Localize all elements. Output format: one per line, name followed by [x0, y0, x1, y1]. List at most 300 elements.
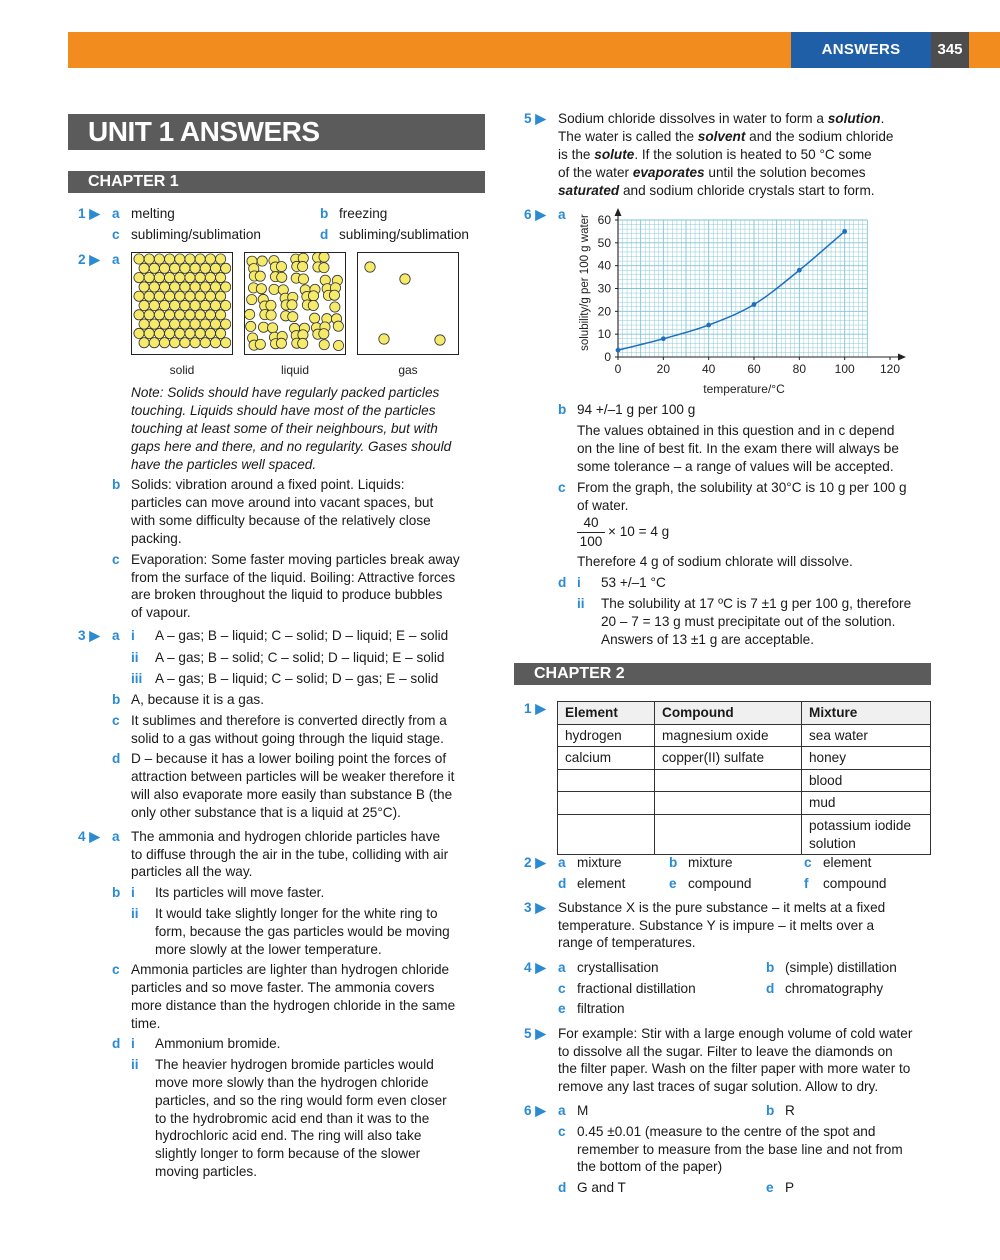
particle — [287, 300, 297, 310]
q5-line: is the solute. If the solution is heated to 50 °C some — [558, 147, 872, 162]
q2-letter-b: b — [112, 477, 121, 492]
ch2-q5-number: 5 ▶ — [524, 1026, 546, 1041]
q4-c-line: time. — [131, 1016, 161, 1031]
solid-particles-diagram — [131, 252, 233, 355]
q4-d-ii-line: The heavier hydrogen bromide particles would — [155, 1057, 434, 1072]
particle — [216, 273, 226, 283]
q5-line: Sodium chloride dissolves in water to form a solution. — [558, 111, 885, 126]
x-axis-arrow — [898, 354, 906, 361]
q3-roman-iii: iii — [131, 671, 143, 686]
table-cell: hydrogen — [558, 724, 655, 747]
particle — [276, 338, 286, 348]
data-point — [661, 336, 666, 341]
q6-roman-ii: ii — [577, 596, 585, 611]
chapter2-title: CHAPTER 2 — [514, 663, 931, 685]
particle — [277, 272, 287, 282]
q6-letter-d: d — [558, 575, 567, 590]
x-tick-label: 120 — [879, 362, 901, 376]
q4-b-ii-line: It would take slightly longer for the white ring to — [155, 906, 438, 921]
particle — [221, 263, 231, 273]
y-tick-label: 60 — [597, 213, 611, 227]
q1-letter-a: a — [112, 206, 120, 221]
table-cell: honey — [802, 747, 931, 770]
fraction-denominator: 100 — [579, 533, 603, 549]
q3-d-line: attraction between particles will be weaker therefore it — [131, 769, 455, 784]
q3-a-i: A – gas; B – liquid; C – solid; D – liquid; E – solid — [155, 628, 449, 643]
particle — [200, 338, 210, 348]
liquid-particles — [245, 253, 344, 353]
q1-answer-b: freezing — [339, 206, 388, 221]
ch2-q2-f: compound — [823, 876, 887, 891]
q4-a-line: to diffuse through the air in the tube, colliding with air — [131, 847, 449, 862]
header-mixture: Mixture — [802, 702, 931, 725]
particle — [200, 319, 210, 329]
q2-c-line: from the surface of the liquid. Boiling: Attractive forces — [131, 570, 456, 585]
q6-c-line: of water. — [577, 498, 629, 513]
q2-note-line: have the particles well spaced. — [131, 457, 317, 472]
particle — [190, 338, 200, 348]
ch2-q4-letter-d: d — [766, 981, 775, 996]
q5-number: 5 ▶ — [524, 111, 546, 126]
particle — [170, 282, 180, 292]
ch2-q6-letter-c: c — [558, 1124, 566, 1139]
particle — [288, 312, 298, 322]
particle — [134, 291, 144, 301]
q6-b-note-line: some tolerance – a range of values will be accepted. — [577, 459, 894, 474]
q2-note-line: touching. Liquids should have most of the particles — [131, 403, 436, 418]
q2-c-line: Evaporation: Some faster moving particles break away — [131, 552, 460, 567]
q6-b-note-line: The values obtained in this question and in c depend — [577, 423, 895, 438]
particle — [365, 262, 375, 272]
table-row — [558, 769, 931, 792]
particle — [134, 310, 144, 320]
q4-roman-ii: ii — [131, 906, 139, 921]
q2-note-line: touching at least some of their neighbours, but with — [131, 421, 438, 436]
particle — [330, 302, 340, 312]
particle — [139, 338, 149, 348]
particle — [195, 328, 205, 338]
particle — [139, 300, 149, 310]
table-row — [558, 792, 931, 815]
y-tick-label: 50 — [597, 235, 611, 250]
q6-d-i: 53 +/–1 °C — [601, 575, 666, 590]
q2-number: 2 ▶ — [78, 252, 100, 267]
q4-letter-d: d — [112, 1036, 121, 1051]
particle — [190, 300, 200, 310]
particle — [165, 328, 175, 338]
particle — [195, 310, 205, 320]
particle — [329, 290, 339, 300]
q2-note-line: Note: Solids should have regularly packed particles — [131, 385, 440, 400]
particle — [205, 310, 215, 320]
particle — [210, 319, 220, 329]
ch2-q5-line: remove any last traces of sugar solution. Allow to dry. — [558, 1079, 879, 1094]
particle — [195, 273, 205, 283]
particle — [159, 300, 169, 310]
caption-liquid: liquid — [280, 363, 310, 377]
y-tick-label: 30 — [597, 281, 611, 296]
particle — [185, 328, 195, 338]
q4-letter-b: b — [112, 885, 121, 900]
particle — [185, 273, 195, 283]
q4-d-ii-line: hydrochloric acid end. The ring will also take — [155, 1128, 422, 1143]
particle — [435, 335, 445, 345]
particle — [165, 310, 175, 320]
particle — [205, 273, 215, 283]
ch2-q3-line: Substance X is the pure substance – it melts at a fixed — [558, 900, 886, 915]
ch2-q4-c: fractional distillation — [577, 981, 696, 996]
particle — [298, 274, 308, 284]
q6-c-conclusion: Therefore 4 g of sodium chlorate will dissolve. — [577, 554, 853, 569]
table-cell — [558, 792, 655, 815]
particle — [216, 291, 226, 301]
q4-a-line: The ammonia and hydrogen chloride particles have — [131, 829, 441, 844]
data-point — [706, 323, 711, 328]
particle — [205, 291, 215, 301]
q1-number: 1 ▶ — [78, 206, 100, 221]
particle — [298, 338, 308, 348]
ch2-q6-letter-e: e — [766, 1180, 774, 1195]
x-tick-label: 60 — [747, 362, 761, 376]
particle — [247, 294, 257, 304]
particle — [134, 254, 144, 264]
fraction — [577, 514, 605, 550]
particle — [154, 273, 164, 283]
particle — [216, 254, 226, 264]
q6-d-ii-line: Answers of 13 ±1 g are acceptable. — [601, 632, 814, 647]
ch2-q2-letter-c: c — [804, 855, 812, 870]
table-cell — [558, 814, 655, 854]
particle — [139, 263, 149, 273]
q3-letter-b: b — [112, 692, 121, 707]
data-point — [842, 229, 847, 234]
q2-c-line: of vapour. — [131, 605, 191, 620]
table-cell: sea water — [802, 724, 931, 747]
q2-b-line: with some difficulty because of the relatively close — [131, 513, 431, 528]
particle — [205, 254, 215, 264]
q4-roman-i: i — [131, 1036, 135, 1051]
table-cell: blood — [802, 769, 931, 792]
q4-d-ii-line: particles, and so the ring would form even closer — [155, 1093, 447, 1108]
solid-particles — [132, 253, 231, 353]
particle — [149, 300, 159, 310]
particle — [185, 254, 195, 264]
x-tick-label: 0 — [614, 362, 622, 376]
particle — [180, 282, 190, 292]
particle — [175, 254, 185, 264]
ch2-q3-line: temperature. Substance Y is impure – it melts over a — [558, 918, 875, 933]
q3-roman-ii: ii — [131, 650, 139, 665]
particle — [245, 309, 255, 319]
ch2-q5-line: to dissolve all the sugar. Filter to leave the diamonds on — [558, 1044, 893, 1059]
x-tick-label: 20 — [656, 362, 671, 376]
q4-b-ii-line: more slowly at the lower temperature. — [155, 942, 382, 957]
q1-answer-d: subliming/sublimation — [339, 227, 469, 242]
ch2-q6-d: G and T — [577, 1180, 626, 1195]
q5-line: The water is called the solvent and the sodium chloride — [558, 129, 894, 144]
x-tick-label: 40 — [701, 362, 716, 376]
particle — [175, 273, 185, 283]
particle — [190, 319, 200, 329]
ch2-q3-line: range of temperatures. — [558, 935, 696, 950]
solubility-chart — [570, 200, 920, 400]
particle — [185, 310, 195, 320]
particle — [190, 282, 200, 292]
ch2-q6-letter-b: b — [766, 1103, 775, 1118]
chapter1-title: CHAPTER 1 — [68, 171, 485, 193]
particle — [221, 319, 231, 329]
particle — [149, 282, 159, 292]
particle — [190, 263, 200, 273]
table-row — [558, 814, 931, 854]
q5-line: saturated and sodium chloride crystals start to form. — [558, 183, 875, 198]
ch2-q2-letter-a: a — [558, 855, 566, 870]
table-header-row — [558, 702, 931, 725]
ch2-q3-number: 3 ▶ — [524, 900, 546, 915]
table-cell — [655, 792, 802, 815]
particle — [180, 338, 190, 348]
q3-letter-d: d — [112, 751, 121, 766]
q6-number: 6 ▶ — [524, 207, 546, 222]
ch2-q2-letter-e: e — [669, 876, 677, 891]
ch2-q6-e: P — [785, 1180, 795, 1195]
term-evaporates: evaporates — [632, 165, 705, 180]
particle — [185, 291, 195, 301]
particle — [400, 274, 410, 284]
section-label: ANSWERS — [791, 32, 931, 68]
particle — [319, 253, 329, 262]
particle — [165, 254, 175, 264]
q4-roman-i: i — [131, 885, 135, 900]
particle — [175, 310, 185, 320]
particle — [210, 263, 220, 273]
particle — [216, 328, 226, 338]
liquid-particles-diagram — [244, 252, 346, 355]
particle — [170, 263, 180, 273]
data-point — [616, 348, 621, 353]
q4-d-ii-line: moving particles. — [155, 1164, 257, 1179]
particle — [266, 310, 276, 320]
q4-letter-c: c — [112, 962, 120, 977]
ch2-q6-c-line: remember to measure from the base line and not from — [577, 1142, 903, 1157]
ch2-q6-letter-d: d — [558, 1180, 567, 1195]
ch2-q6-c-line: the bottom of the paper) — [577, 1159, 723, 1174]
particle — [154, 328, 164, 338]
q2-b-line: Solids: vibration around a fixed point. Liquids: — [131, 477, 405, 492]
particle — [144, 291, 154, 301]
table-cell — [558, 769, 655, 792]
term-solution: solution — [827, 111, 881, 126]
q4-letter-a: a — [112, 829, 120, 844]
particle — [210, 300, 220, 310]
header-element: Element — [558, 702, 655, 725]
q1-letter-d: d — [320, 227, 329, 242]
ch2-q2-b: mixture — [688, 855, 733, 870]
particle — [154, 310, 164, 320]
data-point — [797, 268, 802, 273]
particle — [333, 340, 343, 350]
ch2-q6-a: M — [577, 1103, 589, 1118]
q5-line: of the water evaporates until the solution becomes — [558, 165, 866, 180]
q3-b: A, because it is a gas. — [131, 692, 264, 707]
ch2-q4-d: chromatography — [785, 981, 884, 996]
ch2-q2-number: 2 ▶ — [524, 855, 546, 870]
header-compound: Compound — [655, 702, 802, 725]
particle — [149, 319, 159, 329]
particle — [216, 310, 226, 320]
q4-roman-ii: ii — [131, 1057, 139, 1072]
particle — [276, 261, 286, 271]
particle — [319, 329, 329, 339]
particle — [379, 334, 389, 344]
q6-b: 94 +/–1 g per 100 g — [577, 402, 696, 417]
y-tick-label: 10 — [597, 327, 611, 342]
q2-letter-a: a — [112, 252, 120, 267]
q3-d-line: D – because it has a lower boiling point the forces of — [131, 751, 447, 766]
chart-y-label: solubility/g per 100 g water — [579, 214, 591, 351]
table-cell — [655, 769, 802, 792]
particle — [266, 300, 276, 310]
q3-d-line: will also evaporate more easily than substance B (the — [131, 787, 453, 802]
q4-b-i: Its particles will move faster. — [155, 885, 325, 900]
particle — [319, 340, 329, 350]
particle — [165, 291, 175, 301]
particle — [154, 291, 164, 301]
table-cell: copper(II) sulfate — [655, 747, 802, 770]
particle — [170, 338, 180, 348]
term-solvent: solvent — [697, 129, 746, 144]
q3-a-iii: A – gas; B – liquid; C – solid; D – gas; E – solid — [155, 671, 439, 686]
q2-note-line: gaps here and there, and no regularity. Gases should — [131, 439, 452, 454]
q4-a-line: particles all the way. — [131, 864, 253, 879]
ch2-q6-b: R — [785, 1103, 795, 1118]
table-cell: calcium — [558, 747, 655, 770]
ch2-q4-letter-c: c — [558, 981, 566, 996]
ch2-q2-letter-b: b — [669, 855, 678, 870]
term-saturated: saturated — [558, 183, 620, 198]
particle — [195, 254, 205, 264]
q4-b-ii-line: form, because the gas particles would be moving — [155, 924, 450, 939]
particle — [180, 319, 190, 329]
particle — [170, 300, 180, 310]
particle — [255, 339, 265, 349]
chart-x-label: temperature/°C — [703, 382, 785, 396]
fraction-result: × 10 = 4 g — [608, 524, 670, 539]
particle — [159, 282, 169, 292]
particle — [200, 282, 210, 292]
caption-solid: solid — [169, 363, 195, 377]
classification-table — [557, 701, 931, 855]
x-tick-label: 80 — [792, 362, 807, 376]
ch2-q6-letter-a: a — [558, 1103, 566, 1118]
ch2-q5-line: For example: Stir with a large enough volume of cold water — [558, 1026, 913, 1041]
term-solute: solute — [594, 147, 635, 162]
q6-d-ii-line: 20 – 7 = 13 g must precipitate out of the solution. — [601, 614, 896, 629]
ch2-q2-d: element — [577, 876, 626, 891]
q3-d-line: only other substance that is a liquid at 25°C). — [131, 805, 401, 820]
ch2-q4-letter-e: e — [558, 1001, 566, 1016]
data-point — [752, 302, 757, 307]
particle — [134, 273, 144, 283]
fraction-numerator: 40 — [577, 514, 605, 533]
particle — [309, 313, 319, 323]
particle — [144, 273, 154, 283]
particle — [180, 263, 190, 273]
q4-d-ii-line: to the hydrobromic acid end than it was to the — [155, 1111, 430, 1126]
ch2-q2-letter-f: f — [804, 876, 809, 891]
table-cell — [655, 814, 802, 854]
table-row — [558, 747, 931, 770]
q4-c-line: Ammonia particles are lighter than hydrogen chloride — [131, 962, 450, 977]
particle — [333, 321, 343, 331]
table-cell: potassium iodide solution — [802, 814, 931, 854]
particle — [269, 284, 279, 294]
particle — [144, 254, 154, 264]
q2-b-line: particles can move around into vacant spaces, but — [131, 495, 434, 510]
particle — [221, 282, 231, 292]
particle — [221, 338, 231, 348]
q6-letter-b: b — [558, 402, 567, 417]
ch2-q2-a: mixture — [577, 855, 622, 870]
q2-c-line: are broken throughout the liquid to produce bubbles — [131, 587, 443, 602]
q2-letter-c: c — [112, 552, 120, 567]
gas-particles-diagram — [357, 252, 459, 355]
particle — [210, 338, 220, 348]
ch2-q4-number: 4 ▶ — [524, 960, 546, 975]
q3-roman-i: i — [131, 628, 135, 643]
particle — [308, 300, 318, 310]
q4-d-ii-line: slightly longer to form because of the slower — [155, 1146, 421, 1161]
particle — [144, 328, 154, 338]
particle — [139, 282, 149, 292]
particle — [170, 319, 180, 329]
q6-roman-i: i — [577, 575, 581, 590]
particle — [159, 338, 169, 348]
particle — [149, 263, 159, 273]
q3-letter-a: a — [112, 628, 120, 643]
particle — [298, 261, 308, 271]
q4-d-ii-line: move more slowly than the hydrogen chloride — [155, 1075, 429, 1090]
particle — [210, 282, 220, 292]
q1-answer-c: subliming/sublimation — [131, 227, 261, 242]
particle — [175, 291, 185, 301]
y-tick-label: 0 — [604, 350, 611, 364]
particle — [134, 328, 144, 338]
particle — [256, 284, 266, 294]
ch2-q2-c: element — [823, 855, 872, 870]
q2-b-line: packing. — [131, 531, 182, 546]
q3-a-ii: A – gas; B – solid; C – solid; D – liquid; E – solid — [155, 650, 445, 665]
particle — [154, 254, 164, 264]
q4-number: 4 ▶ — [78, 829, 100, 844]
table-cell: magnesium oxide — [655, 724, 802, 747]
q6-letter-a: a — [558, 207, 566, 222]
q6-c-line: From the graph, the solubility at 30°C is 10 g per 100 g — [577, 480, 907, 495]
y-axis-arrow — [615, 208, 622, 216]
ch2-q5-line: the filter paper. Wash on the filter paper with more water to — [558, 1061, 911, 1076]
table-row — [558, 724, 931, 747]
ch2-q6-c-line: 0.45 ±0.01 (measure to the centre of the spot and — [577, 1124, 876, 1139]
particle — [205, 328, 215, 338]
q4-c-line: particles and so move faster. The ammonia covers — [131, 980, 435, 995]
q6-b-note-line: on the line of best fit. In the exam there will always be — [577, 441, 899, 456]
particle — [268, 323, 278, 333]
particle — [149, 338, 159, 348]
y-tick-label: 40 — [597, 258, 611, 273]
particle — [165, 273, 175, 283]
q4-d-i: Ammonium bromide. — [155, 1036, 281, 1051]
particle — [258, 322, 268, 332]
